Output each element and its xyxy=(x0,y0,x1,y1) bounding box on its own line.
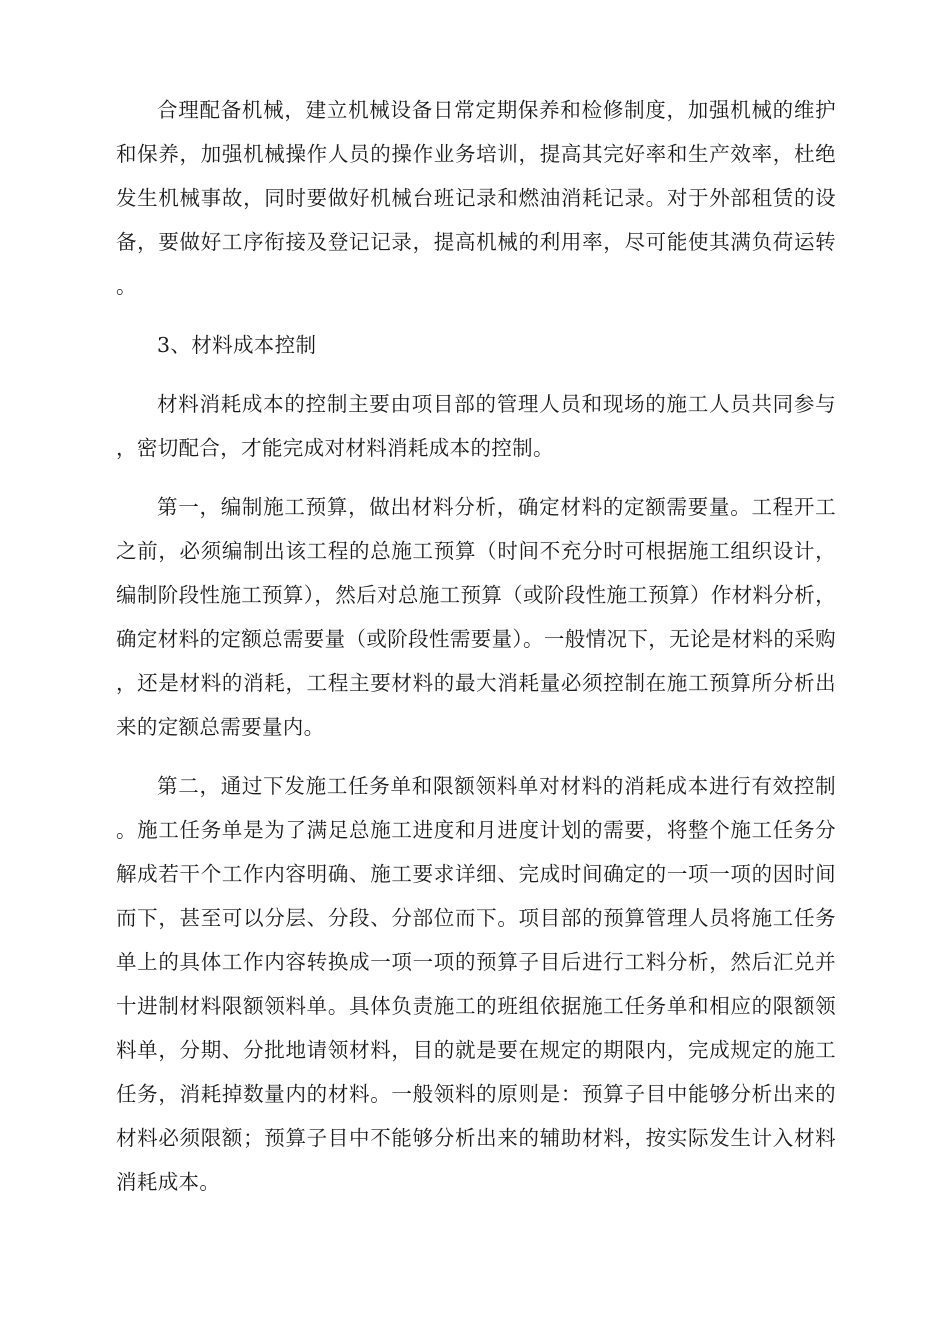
paragraph-machinery-maintenance: 合理配备机械，建立机械设备日常定期保养和检修制度，加强机械的维护和保养，加强机械操作人员的操作业务培训，提高其完好率和生产效率，杜绝发生机械事故，同时要做好机械台班记录和燃油消耗记录。对于外部租赁的设备，要做好工序衔接及登记记录，提高机械的利用率，尽可能使其满负荷运转。 xyxy=(116,98,836,298)
section-heading-material-cost-control: 3、材料成本控制 xyxy=(157,333,317,357)
paragraph-second-task-orders: 第二，通过下发施工任务单和限额领料单对材料的消耗成本进行有效控制。施工任务单是为了满足总施工进度和月进度计划的需要，将整个施工任务分解成若干个工作内容明确、施工要求详细、完成时间确定的一项一项的因时间而下，甚至可以分层、分段、分部位而下。项目部的预算管理人员将施工任务单上的具体工作内容转换成一项一项的预算子目后进行工料分析，然后汇兑并十进制材料限额领料单。具体负责施工的班组依据施工任务单和相应的限额领料单，分期、分批地请领材料，目的就是要在规定的期限内，完成规定的施工任务，消耗掉数量内的材料。一般领料的原则是：预算子目中能够分析出来的材料必须限额；预算子目中不能够分析出来的辅助材料，按实际发生计入材料消耗成本。 xyxy=(116,774,836,1194)
paragraph-material-cost-overview: 材料消耗成本的控制主要由项目部的管理人员和现场的施工人员共同参与，密切配合，才能完成对材料消耗成本的控制。 xyxy=(116,392,836,460)
document-body xyxy=(116,88,836,1204)
paragraph-gap xyxy=(116,470,836,485)
paragraph-gap xyxy=(116,308,836,323)
paragraph-gap xyxy=(116,749,836,764)
paragraph-first-construction-budget: 第一，编制施工预算，做出材料分析，确定材料的定额需要量。工程开工之前，必须编制出该工程的总施工预算（时间不充分时可根据施工组织设计，编制阶段性施工预算），然后对总施工预算（或阶段性施工预算）作材料分析，确定材料的定额总需要量（或阶段性需要量）。一般情况下，无论是材料的采购，还是材料的消耗，工程主要材料的最大消耗量必须控制在施工预算所分析出来的定额总需要量内。 xyxy=(116,495,836,739)
paragraph-gap xyxy=(116,367,836,382)
